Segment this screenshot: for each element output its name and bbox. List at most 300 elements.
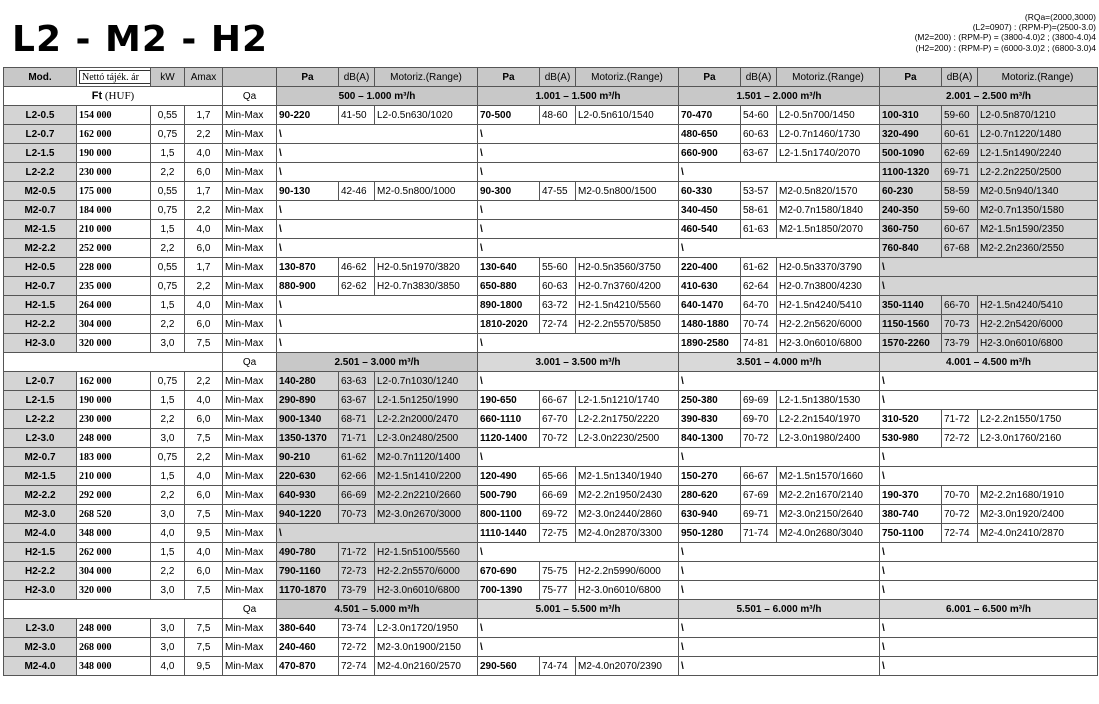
motor-range: H2-2.2n5620/6000 <box>777 315 880 334</box>
motor-range: L2-0.5n870/1210 <box>978 106 1098 125</box>
pressure-range: 840-1300 <box>679 429 741 448</box>
col-blank <box>223 68 277 87</box>
pressure-range: 950-1280 <box>679 524 741 543</box>
qa-range-row <box>4 87 1098 106</box>
kw-value: 4,0 <box>151 524 185 543</box>
col-db: dB(A) <box>339 68 375 87</box>
noise-level: 70-70 <box>942 486 978 505</box>
column-header-row <box>4 68 1098 87</box>
not-available-mark: \ <box>478 201 679 220</box>
noise-level: 75-77 <box>540 581 576 600</box>
netto-price-field[interactable] <box>79 70 151 84</box>
amax-value: 6,0 <box>185 562 223 581</box>
price-value: 304 000 <box>77 562 151 581</box>
amax-value: 4,0 <box>185 467 223 486</box>
note-line: (H2=200) : (RPM-P) = (6000-3.0)2 ; (6800-3.0)4 <box>915 42 1096 53</box>
motor-range: L2-0.7n1460/1730 <box>777 125 880 144</box>
motor-range: M2-0.7n1120/1400 <box>375 448 478 467</box>
motor-range: M2-1.5n1570/1660 <box>777 467 880 486</box>
model-name: H2-3.0 <box>4 581 77 600</box>
model-row <box>4 144 1098 163</box>
pressure-range: 320-490 <box>880 125 942 144</box>
min-max-label: Min-Max <box>223 239 277 258</box>
price-value: 348 000 <box>77 524 151 543</box>
pressure-range: 750-1100 <box>880 524 942 543</box>
noise-level: 41-50 <box>339 106 375 125</box>
min-max-label: Min-Max <box>223 106 277 125</box>
noise-level: 63-63 <box>339 372 375 391</box>
min-max-label: Min-Max <box>223 201 277 220</box>
pressure-range: 1170-1870 <box>277 581 339 600</box>
pressure-range: 290-560 <box>478 657 540 676</box>
noise-level: 72-72 <box>339 638 375 657</box>
noise-level: 72-75 <box>540 524 576 543</box>
motor-range: M2-1.5n1590/2350 <box>978 220 1098 239</box>
motor-range: M2-3.0n1920/2400 <box>978 505 1098 524</box>
noise-level: 60-63 <box>540 277 576 296</box>
model-name: H2-1.5 <box>4 296 77 315</box>
currency-label: Ft <box>91 90 103 102</box>
model-row <box>4 334 1098 353</box>
amax-value: 2,2 <box>185 201 223 220</box>
noise-level: 70-72 <box>942 505 978 524</box>
noise-level: 72-74 <box>942 524 978 543</box>
pressure-range: 390-830 <box>679 410 741 429</box>
not-available-mark: \ <box>277 125 478 144</box>
noise-level: 70-73 <box>942 315 978 334</box>
amax-value: 7,5 <box>185 581 223 600</box>
noise-level: 73-79 <box>339 581 375 600</box>
motor-range: L2-1.5n1740/2070 <box>777 144 880 163</box>
note-line: (M2=200) : (RPM-P) = (3800-4.0)2 ; (3800-4.0)4 <box>914 32 1096 43</box>
not-available-mark: \ <box>880 372 1098 391</box>
motor-range: M2-0.5n800/1500 <box>576 182 679 201</box>
pressure-range: 640-930 <box>277 486 339 505</box>
noise-level: 58-61 <box>741 201 777 220</box>
not-available-mark: \ <box>880 657 1098 676</box>
flow-range-header: 3.501 – 4.000 m³/h <box>679 353 880 372</box>
noise-level: 48-60 <box>540 106 576 125</box>
motor-range: M2-2.2n2360/2550 <box>978 239 1098 258</box>
motor-range: L2-1.5n1250/1990 <box>375 391 478 410</box>
noise-level: 74-81 <box>741 334 777 353</box>
motor-range: L2-0.5n700/1450 <box>777 106 880 125</box>
kw-value: 0,75 <box>151 201 185 220</box>
motor-range: H2-1.5n5100/5560 <box>375 543 478 562</box>
flow-range-header: 3.001 – 3.500 m³/h <box>478 353 679 372</box>
model-row <box>4 429 1098 448</box>
pressure-range: 1120-1400 <box>478 429 540 448</box>
amax-value: 4,0 <box>185 144 223 163</box>
motor-range: M2-3.0n2440/2860 <box>576 505 679 524</box>
pressure-range: 90-210 <box>277 448 339 467</box>
motor-range: M2-4.0n2070/2390 <box>576 657 679 676</box>
pressure-range: 190-370 <box>880 486 942 505</box>
motor-range: H2-2.2n5570/5850 <box>576 315 679 334</box>
noise-level: 66-67 <box>741 467 777 486</box>
amax-value: 6,0 <box>185 163 223 182</box>
model-name: L2-1.5 <box>4 391 77 410</box>
price-value: 235 000 <box>77 277 151 296</box>
kw-value: 0,75 <box>151 372 185 391</box>
model-name: L2-0.5 <box>4 106 77 125</box>
kw-value: 2,2 <box>151 410 185 429</box>
col-pa: Pa <box>478 68 540 87</box>
pressure-range: 380-640 <box>277 619 339 638</box>
model-row <box>4 486 1098 505</box>
model-row <box>4 163 1098 182</box>
rpm-notes <box>915 12 1096 53</box>
min-max-label: Min-Max <box>223 220 277 239</box>
pressure-range: 470-870 <box>277 657 339 676</box>
min-max-label: Min-Max <box>223 334 277 353</box>
not-available-mark: \ <box>277 163 478 182</box>
price-value: 348 000 <box>77 657 151 676</box>
model-row <box>4 410 1098 429</box>
not-available-mark: \ <box>880 543 1098 562</box>
not-available-mark: \ <box>277 220 478 239</box>
price-value: 248 000 <box>77 429 151 448</box>
motor-range: H2-0.5n3560/3750 <box>576 258 679 277</box>
not-available-mark: \ <box>679 448 880 467</box>
not-available-mark: \ <box>679 163 880 182</box>
motor-range: L2-1.5n1380/1530 <box>777 391 880 410</box>
not-available-mark: \ <box>679 372 880 391</box>
model-row <box>4 220 1098 239</box>
col-motoriz: Motoriz.(Range) <box>576 68 679 87</box>
model-name: L2-2.2 <box>4 163 77 182</box>
noise-level: 62-62 <box>339 277 375 296</box>
noise-level: 63-72 <box>540 296 576 315</box>
pressure-range: 1480-1880 <box>679 315 741 334</box>
model-name: H2-2.2 <box>4 315 77 334</box>
noise-level: 54-60 <box>741 106 777 125</box>
price-value: 230 000 <box>77 410 151 429</box>
motor-range: L2-0.7n1030/1240 <box>375 372 478 391</box>
noise-level: 69-72 <box>540 505 576 524</box>
motor-range: M2-3.0n2670/3000 <box>375 505 478 524</box>
note-line: (L2=0907) : (RPM-P)=(2500-3.0) <box>972 22 1096 33</box>
flow-range-header: 1.501 – 2.000 m³/h <box>679 87 880 106</box>
not-available-mark: \ <box>277 201 478 220</box>
motor-range: H2-1.5n4240/5410 <box>777 296 880 315</box>
noise-level: 53-57 <box>741 182 777 201</box>
amax-value: 7,5 <box>185 429 223 448</box>
pressure-range: 220-400 <box>679 258 741 277</box>
pressure-range: 130-640 <box>478 258 540 277</box>
noise-level: 59-60 <box>942 201 978 220</box>
noise-level: 59-60 <box>942 106 978 125</box>
pressure-range: 70-500 <box>478 106 540 125</box>
kw-value: 0,55 <box>151 258 185 277</box>
pressure-range: 650-880 <box>478 277 540 296</box>
noise-level: 69-70 <box>741 410 777 429</box>
min-max-label: Min-Max <box>223 448 277 467</box>
noise-level: 70-72 <box>540 429 576 448</box>
motor-range: M2-3.0n2150/2640 <box>777 505 880 524</box>
motor-range: M2-0.5n820/1570 <box>777 182 880 201</box>
pressure-range: 140-280 <box>277 372 339 391</box>
flow-range-header: 4.501 – 5.000 m³/h <box>277 600 478 619</box>
price-value: 292 000 <box>77 486 151 505</box>
pressure-range: 900-1340 <box>277 410 339 429</box>
amax-value: 2,2 <box>185 448 223 467</box>
amax-value: 7,5 <box>185 505 223 524</box>
noise-level: 71-71 <box>339 429 375 448</box>
noise-level: 67-70 <box>540 410 576 429</box>
not-available-mark: \ <box>478 334 679 353</box>
kw-value: 2,2 <box>151 315 185 334</box>
col-amax: Amax <box>185 68 223 87</box>
model-row <box>4 657 1098 676</box>
not-available-mark: \ <box>880 391 1098 410</box>
noise-level: 71-72 <box>942 410 978 429</box>
pressure-range: 1150-1560 <box>880 315 942 334</box>
motor-range: M2-0.5n800/1000 <box>375 182 478 201</box>
noise-level: 74-74 <box>540 657 576 676</box>
col-motoriz: Motoriz.(Range) <box>375 68 478 87</box>
col-db: dB(A) <box>741 68 777 87</box>
noise-level: 66-69 <box>339 486 375 505</box>
not-available-mark: \ <box>880 448 1098 467</box>
pressure-range: 460-540 <box>679 220 741 239</box>
kw-value: 2,2 <box>151 163 185 182</box>
noise-level: 66-69 <box>540 486 576 505</box>
noise-level: 60-67 <box>942 220 978 239</box>
min-max-label: Min-Max <box>223 619 277 638</box>
min-max-label: Min-Max <box>223 467 277 486</box>
price-value: 264 000 <box>77 296 151 315</box>
model-name: M2-4.0 <box>4 657 77 676</box>
model-row <box>4 277 1098 296</box>
min-max-label: Min-Max <box>223 410 277 429</box>
col-pa: Pa <box>277 68 339 87</box>
price-value: 230 000 <box>77 163 151 182</box>
pressure-range: 410-630 <box>679 277 741 296</box>
price-value: 320 000 <box>77 334 151 353</box>
pressure-range: 630-940 <box>679 505 741 524</box>
flow-range-header: 5.001 – 5.500 m³/h <box>478 600 679 619</box>
not-available-mark: \ <box>679 638 880 657</box>
kw-value: 0,55 <box>151 106 185 125</box>
min-max-label: Min-Max <box>223 315 277 334</box>
motor-range: M2-2.2n1680/1910 <box>978 486 1098 505</box>
kw-value: 2,2 <box>151 239 185 258</box>
model-name: M2-3.0 <box>4 638 77 657</box>
noise-level: 69-71 <box>741 505 777 524</box>
min-max-label: Min-Max <box>223 372 277 391</box>
motor-range: L2-2.2n2250/2500 <box>978 163 1098 182</box>
pressure-range: 220-630 <box>277 467 339 486</box>
not-available-mark: \ <box>478 638 679 657</box>
amax-value: 9,5 <box>185 657 223 676</box>
kw-value: 2,2 <box>151 486 185 505</box>
pressure-range: 660-1110 <box>478 410 540 429</box>
not-available-mark: \ <box>880 638 1098 657</box>
motor-range: H2-3.0n6010/6800 <box>978 334 1098 353</box>
amax-value: 6,0 <box>185 315 223 334</box>
amax-value: 6,0 <box>185 239 223 258</box>
price-value: 252 000 <box>77 239 151 258</box>
motor-range: L2-2.2n1750/2220 <box>576 410 679 429</box>
model-name: L2-3.0 <box>4 429 77 448</box>
motor-range: L2-0.5n610/1540 <box>576 106 679 125</box>
model-row <box>4 581 1098 600</box>
flow-range-header: 1.001 – 1.500 m³/h <box>478 87 679 106</box>
price-value: 162 000 <box>77 372 151 391</box>
model-name: M2-1.5 <box>4 220 77 239</box>
pressure-range: 790-1160 <box>277 562 339 581</box>
pressure-range: 1110-1440 <box>478 524 540 543</box>
noise-level: 71-72 <box>339 543 375 562</box>
not-available-mark: \ <box>478 163 679 182</box>
not-available-mark: \ <box>880 619 1098 638</box>
noise-level: 67-68 <box>942 239 978 258</box>
model-name: M2-0.7 <box>4 201 77 220</box>
note-line: (RQa=(2000,3000) <box>1024 12 1096 22</box>
kw-value: 3,0 <box>151 334 185 353</box>
col-db: dB(A) <box>942 68 978 87</box>
min-max-label: Min-Max <box>223 277 277 296</box>
not-available-mark: \ <box>478 239 679 258</box>
pressure-range: 120-490 <box>478 467 540 486</box>
amax-value: 6,0 <box>185 486 223 505</box>
currency-cell <box>4 87 223 106</box>
pressure-range: 60-230 <box>880 182 942 201</box>
motor-range: L2-2.2n2000/2470 <box>375 410 478 429</box>
pressure-range: 500-1090 <box>880 144 942 163</box>
pressure-range: 90-220 <box>277 106 339 125</box>
col-motoriz: Motoriz.(Range) <box>978 68 1098 87</box>
price-value: 190 000 <box>77 391 151 410</box>
qa-label: Qa <box>223 353 277 372</box>
motor-range: H2-0.7n3830/3850 <box>375 277 478 296</box>
min-max-label: Min-Max <box>223 524 277 543</box>
pressure-range: 190-650 <box>478 391 540 410</box>
not-available-mark: \ <box>679 619 880 638</box>
motor-range: H2-2.2n5570/6000 <box>375 562 478 581</box>
price-value: 320 000 <box>77 581 151 600</box>
not-available-mark: \ <box>679 657 880 676</box>
min-max-label: Min-Max <box>223 144 277 163</box>
motor-range: H2-1.5n4240/5410 <box>978 296 1098 315</box>
not-available-mark: \ <box>880 562 1098 581</box>
model-row <box>4 638 1098 657</box>
model-row <box>4 467 1098 486</box>
pressure-range: 290-890 <box>277 391 339 410</box>
motor-range: H2-0.5n1970/3820 <box>375 258 478 277</box>
price-value: 175 000 <box>77 182 151 201</box>
model-row <box>4 524 1098 543</box>
amax-value: 9,5 <box>185 524 223 543</box>
noise-level: 66-67 <box>540 391 576 410</box>
min-max-label: Min-Max <box>223 296 277 315</box>
motor-range: M2-4.0n2410/2870 <box>978 524 1098 543</box>
kw-value: 1,5 <box>151 144 185 163</box>
col-db: dB(A) <box>540 68 576 87</box>
not-available-mark: \ <box>679 581 880 600</box>
kw-value: 1,5 <box>151 467 185 486</box>
pressure-range: 490-780 <box>277 543 339 562</box>
kw-value: 3,0 <box>151 505 185 524</box>
model-row <box>4 619 1098 638</box>
noise-level: 72-72 <box>942 429 978 448</box>
amax-value: 7,5 <box>185 638 223 657</box>
pressure-range: 890-1800 <box>478 296 540 315</box>
col-pa: Pa <box>679 68 741 87</box>
not-available-mark: \ <box>478 125 679 144</box>
model-row <box>4 315 1098 334</box>
pressure-range: 760-840 <box>880 239 942 258</box>
not-available-mark: \ <box>679 543 880 562</box>
price-value: 304 000 <box>77 315 151 334</box>
min-max-label: Min-Max <box>223 581 277 600</box>
min-max-label: Min-Max <box>223 486 277 505</box>
noise-level: 69-71 <box>942 163 978 182</box>
amax-value: 2,2 <box>185 125 223 144</box>
amax-value: 7,5 <box>185 334 223 353</box>
noise-level: 62-64 <box>741 277 777 296</box>
noise-level: 70-73 <box>339 505 375 524</box>
model-row <box>4 125 1098 144</box>
min-max-label: Min-Max <box>223 163 277 182</box>
amax-value: 4,0 <box>185 296 223 315</box>
noise-level: 70-72 <box>741 429 777 448</box>
model-name: H2-1.5 <box>4 543 77 562</box>
pressure-range: 1570-2260 <box>880 334 942 353</box>
not-available-mark: \ <box>478 619 679 638</box>
pressure-range: 880-900 <box>277 277 339 296</box>
flow-range-header: 2.001 – 2.500 m³/h <box>880 87 1098 106</box>
qa-label: Qa <box>223 87 277 106</box>
pressure-range: 360-750 <box>880 220 942 239</box>
pressure-range: 70-470 <box>679 106 741 125</box>
pressure-range: 380-740 <box>880 505 942 524</box>
model-name: L2-1.5 <box>4 144 77 163</box>
not-available-mark: \ <box>679 562 880 581</box>
currency-sub: (HUF) <box>102 90 135 102</box>
pressure-range: 1100-1320 <box>880 163 942 182</box>
motor-range: L2-3.0n1760/2160 <box>978 429 1098 448</box>
model-row <box>4 391 1098 410</box>
model-name: H2-0.7 <box>4 277 77 296</box>
motor-range: M2-1.5n1410/2200 <box>375 467 478 486</box>
not-available-mark: \ <box>478 448 679 467</box>
motor-range: M2-0.7n1580/1840 <box>777 201 880 220</box>
amax-value: 7,5 <box>185 619 223 638</box>
pressure-range: 90-130 <box>277 182 339 201</box>
flow-range-header: 2.501 – 3.000 m³/h <box>277 353 478 372</box>
qa-range-row <box>4 353 1098 372</box>
flow-range-header: 500 – 1.000 m³/h <box>277 87 478 106</box>
motor-range: L2-3.0n2480/2500 <box>375 429 478 448</box>
motor-range: L2-0.7n1220/1480 <box>978 125 1098 144</box>
motor-range: H2-2.2n5420/6000 <box>978 315 1098 334</box>
kw-value: 1,5 <box>151 543 185 562</box>
noise-level: 61-63 <box>741 220 777 239</box>
pressure-range: 280-620 <box>679 486 741 505</box>
motor-range: M2-4.0n2160/2570 <box>375 657 478 676</box>
model-name: M2-0.5 <box>4 182 77 201</box>
page-title: L2 - M2 - H2 <box>12 19 269 60</box>
model-name: H2-0.5 <box>4 258 77 277</box>
pressure-range: 250-380 <box>679 391 741 410</box>
amax-value: 1,7 <box>185 258 223 277</box>
col-mod: Mod. <box>4 68 77 87</box>
pressure-range: 240-460 <box>277 638 339 657</box>
model-name: L2-2.2 <box>4 410 77 429</box>
noise-level: 72-73 <box>339 562 375 581</box>
